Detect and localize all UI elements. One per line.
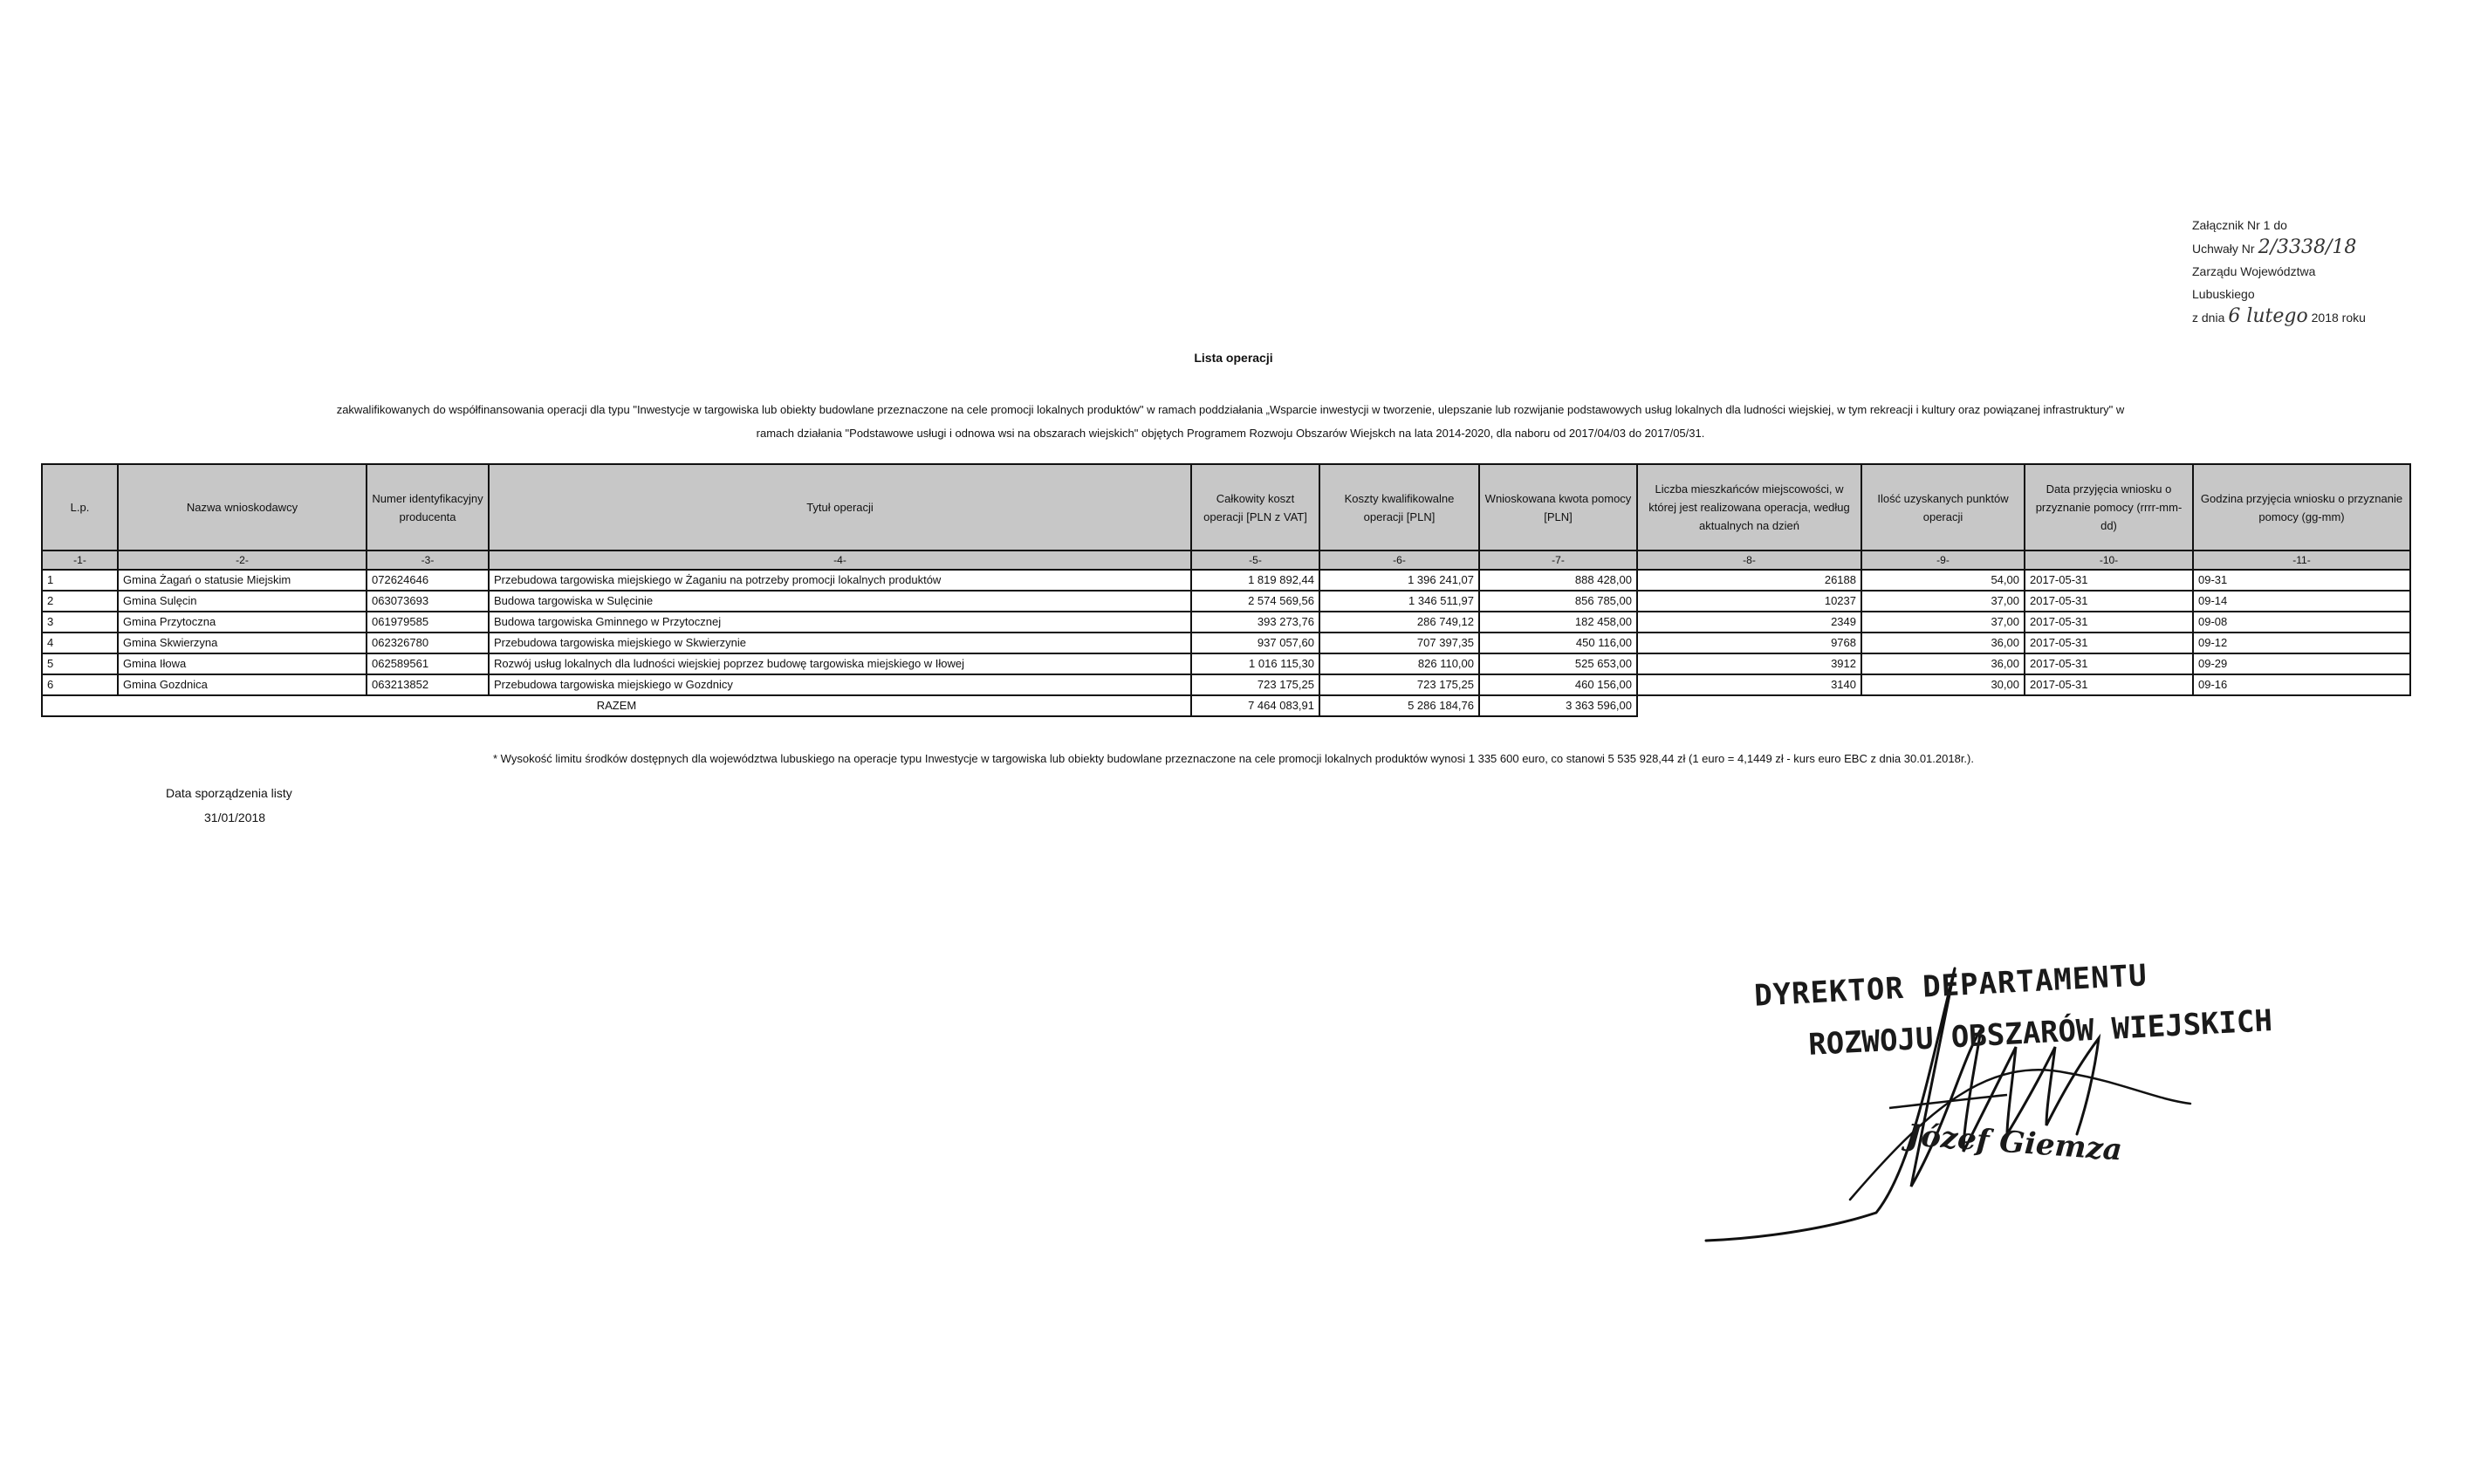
header-cell: Ilość uzyskanych punktów operacji bbox=[1861, 464, 2025, 551]
total-label: RAZEM bbox=[42, 695, 1191, 716]
annex-line-4: Lubuskiego bbox=[2192, 287, 2255, 301]
total-cost: 393 273,76 bbox=[1191, 612, 1319, 633]
acceptance-time: 09-08 bbox=[2193, 612, 2410, 633]
table-row bbox=[42, 653, 2410, 674]
footnote: * Wysokość limitu środków dostępnych dla województwa lubuskiego na operacje typu Inwestycje w targowiska lub obiekty budowlane przeznaczone na cele promocji lokalnych produktów wynosi 1 335 600 euro, co stanowi 5 535 928,44 zł (1 euro = 4,1449 zł - kurs euro EBC z dnia 30.01.2018r.). bbox=[493, 752, 1974, 765]
annex-date-handwritten: 6 lutego bbox=[2228, 305, 2308, 327]
table-column-number-row bbox=[42, 551, 2410, 570]
requested-amount: 525 653,00 bbox=[1479, 653, 1637, 674]
points: 30,00 bbox=[1861, 674, 2025, 695]
total-cost: 723 175,25 bbox=[1191, 674, 1319, 695]
residents-count: 10237 bbox=[1637, 591, 1861, 612]
table-row bbox=[42, 591, 2410, 612]
header-cell: Nazwa wnioskodawcy bbox=[118, 464, 367, 551]
row-number: 3 bbox=[42, 612, 118, 633]
requested-amount: 182 458,00 bbox=[1479, 612, 1637, 633]
total-empty-cell bbox=[1637, 695, 2410, 716]
table-header-row bbox=[42, 464, 2410, 551]
list-date-value: 31/01/2018 bbox=[204, 810, 266, 824]
requested-amount: 888 428,00 bbox=[1479, 570, 1637, 591]
residents-count: 3140 bbox=[1637, 674, 1861, 695]
annex-header bbox=[2192, 214, 2366, 329]
applicant-name: Gmina Przytoczna bbox=[118, 612, 367, 633]
intro-line-1: zakwalifikowanych do współfinansowania operacji dla typu "Inwestycje w targowiska lub obiekty budowlane przeznaczone na cele promocji lokalnych produktów" w ramach poddziałania „Wsparcie inwestycji w tworzenie, ulepszanie lub rozwijanie podstawowych usług lokalnych dla ludności wiejskiej, w tym rekreacji i kultury oraz powiązanej infrastruktury" w bbox=[336, 403, 2125, 416]
points: 37,00 bbox=[1861, 612, 2025, 633]
list-date-label: Data sporządzenia listy bbox=[166, 786, 292, 800]
eligible-cost: 1 396 241,07 bbox=[1319, 570, 1479, 591]
official-stamp bbox=[1753, 958, 2295, 1256]
header-cell: Tytuł operacji bbox=[489, 464, 1191, 551]
producer-id: 062326780 bbox=[367, 633, 489, 653]
column-number: -8- bbox=[1637, 551, 1861, 570]
producer-id: 063213852 bbox=[367, 674, 489, 695]
table-row bbox=[42, 612, 2410, 633]
acceptance-date: 2017-05-31 bbox=[2025, 653, 2193, 674]
producer-id: 072624646 bbox=[367, 570, 489, 591]
acceptance-date: 2017-05-31 bbox=[2025, 570, 2193, 591]
eligible-cost: 826 110,00 bbox=[1319, 653, 1479, 674]
total-cost: 1 016 115,30 bbox=[1191, 653, 1319, 674]
column-number: -7- bbox=[1479, 551, 1637, 570]
acceptance-date: 2017-05-31 bbox=[2025, 633, 2193, 653]
annex-line-5 bbox=[2192, 305, 2366, 329]
operation-title: Przebudowa targowiska miejskiego w Skwierzynie bbox=[489, 633, 1191, 653]
points: 36,00 bbox=[1861, 653, 2025, 674]
header-cell: Wnioskowana kwota pomocy [PLN] bbox=[1479, 464, 1637, 551]
points: 36,00 bbox=[1861, 633, 2025, 653]
residents-count: 9768 bbox=[1637, 633, 1861, 653]
points: 54,00 bbox=[1861, 570, 2025, 591]
acceptance-time: 09-16 bbox=[2193, 674, 2410, 695]
producer-id: 062589561 bbox=[367, 653, 489, 674]
header-cell: Godzina przyjęcia wniosku o przyznanie pomocy (gg-mm) bbox=[2193, 464, 2410, 551]
column-number: -4- bbox=[489, 551, 1191, 570]
residents-count: 2349 bbox=[1637, 612, 1861, 633]
acceptance-time: 09-31 bbox=[2193, 570, 2410, 591]
header-cell: Całkowity koszt operacji [PLN z VAT] bbox=[1191, 464, 1319, 551]
table-body bbox=[42, 570, 2410, 716]
table-row bbox=[42, 633, 2410, 653]
acceptance-time: 09-14 bbox=[2193, 591, 2410, 612]
requested-amount: 460 156,00 bbox=[1479, 674, 1637, 695]
annex-line-3: Zarządu Województwa bbox=[2192, 264, 2316, 278]
producer-id: 061979585 bbox=[367, 612, 489, 633]
total-cost: 2 574 569,56 bbox=[1191, 591, 1319, 612]
row-number: 6 bbox=[42, 674, 118, 695]
row-number: 5 bbox=[42, 653, 118, 674]
total-cost-sum: 7 464 083,91 bbox=[1191, 695, 1319, 716]
eligible-cost: 707 397,35 bbox=[1319, 633, 1479, 653]
header-cell: Koszty kwalifikowalne operacji [PLN] bbox=[1319, 464, 1479, 551]
row-number: 2 bbox=[42, 591, 118, 612]
annex-date-suffix: 2018 roku bbox=[2311, 311, 2366, 325]
eligible-cost: 286 749,12 bbox=[1319, 612, 1479, 633]
table-total-row bbox=[42, 695, 2410, 716]
acceptance-date: 2017-05-31 bbox=[2025, 591, 2193, 612]
stamp-line-1: DYREKTOR DEPARTAMENTU bbox=[1753, 958, 2148, 1014]
operation-title: Rozwój usług lokalnych dla ludności wiejskiej poprzez budowę targowiska miejskiego w Iłowej bbox=[489, 653, 1191, 674]
operation-title: Przebudowa targowiska miejskiego w Gozdnicy bbox=[489, 674, 1191, 695]
requested-amount: 450 116,00 bbox=[1479, 633, 1637, 653]
table-row bbox=[42, 570, 2410, 591]
total-cost: 1 819 892,44 bbox=[1191, 570, 1319, 591]
column-number: -3- bbox=[367, 551, 489, 570]
document-title: Lista operacji bbox=[1194, 351, 1273, 365]
eligible-cost: 723 175,25 bbox=[1319, 674, 1479, 695]
operation-title: Budowa targowiska w Sulęcinie bbox=[489, 591, 1191, 612]
header-cell: L.p. bbox=[42, 464, 118, 551]
acceptance-time: 09-29 bbox=[2193, 653, 2410, 674]
annex-line-2 bbox=[2192, 236, 2366, 260]
column-number: -10- bbox=[2025, 551, 2193, 570]
row-number: 1 bbox=[42, 570, 118, 591]
operation-title: Przebudowa targowiska miejskiego w Żaganiu na potrzeby promocji lokalnych produktów bbox=[489, 570, 1191, 591]
annex-date-label: z dnia bbox=[2192, 311, 2225, 325]
annex-resolution-label: Uchwały Nr bbox=[2192, 242, 2255, 256]
intro-line-2: ramach działania "Podstawowe usługi i odnowa wsi na obszarach wiejskich" objętych Programem Rozwoju Obszarów Wiejskch na lata 2014-2020, dla naboru od 2017/04/03 do 2017/05/31. bbox=[756, 427, 1705, 440]
applicant-name: Gmina Gozdnica bbox=[118, 674, 367, 695]
column-number: -1- bbox=[42, 551, 118, 570]
eligible-cost: 1 346 511,97 bbox=[1319, 591, 1479, 612]
column-number: -2- bbox=[118, 551, 367, 570]
header-cell: Data przyjęcia wniosku o przyznanie pomocy (rrrr-mm-dd) bbox=[2025, 464, 2193, 551]
stamp-line-2: ROZWOJU OBSZARÓW WIEJSKICH bbox=[1807, 1003, 2273, 1063]
column-number: -6- bbox=[1319, 551, 1479, 570]
requested-amount: 856 785,00 bbox=[1479, 591, 1637, 612]
table-row bbox=[42, 674, 2410, 695]
acceptance-date: 2017-05-31 bbox=[2025, 674, 2193, 695]
total-cost: 937 057,60 bbox=[1191, 633, 1319, 653]
applicant-name: Gmina Iłowa bbox=[118, 653, 367, 674]
applicant-name: Gmina Sulęcin bbox=[118, 591, 367, 612]
residents-count: 3912 bbox=[1637, 653, 1861, 674]
residents-count: 26188 bbox=[1637, 570, 1861, 591]
operation-title: Budowa targowiska Gminnego w Przytocznej bbox=[489, 612, 1191, 633]
list-date-block bbox=[166, 781, 292, 830]
applicant-name: Gmina Skwierzyna bbox=[118, 633, 367, 653]
requested-amount-sum: 3 363 596,00 bbox=[1479, 695, 1637, 716]
acceptance-date: 2017-05-31 bbox=[2025, 612, 2193, 633]
producer-id: 063073693 bbox=[367, 591, 489, 612]
annex-line-1: Załącznik Nr 1 do bbox=[2192, 218, 2287, 232]
header-cell: Numer identyfikacyjny producenta bbox=[367, 464, 489, 551]
operations-table bbox=[41, 463, 2411, 717]
column-number: -9- bbox=[1861, 551, 2025, 570]
row-number: 4 bbox=[42, 633, 118, 653]
document-intro bbox=[52, 398, 2409, 445]
annex-resolution-number: 2/3338/18 bbox=[2258, 236, 2357, 258]
column-number: -5- bbox=[1191, 551, 1319, 570]
header-cell: Liczba mieszkańców miejscowości, w której jest realizowana operacja, według aktualnych na dzień bbox=[1637, 464, 1861, 551]
column-number: -11- bbox=[2193, 551, 2410, 570]
acceptance-time: 09-12 bbox=[2193, 633, 2410, 653]
stamp-signatory-name: Józef Giemza bbox=[1905, 1118, 2124, 1168]
eligible-cost-sum: 5 286 184,76 bbox=[1319, 695, 1479, 716]
applicant-name: Gmina Żagań o statusie Miejskim bbox=[118, 570, 367, 591]
points: 37,00 bbox=[1861, 591, 2025, 612]
